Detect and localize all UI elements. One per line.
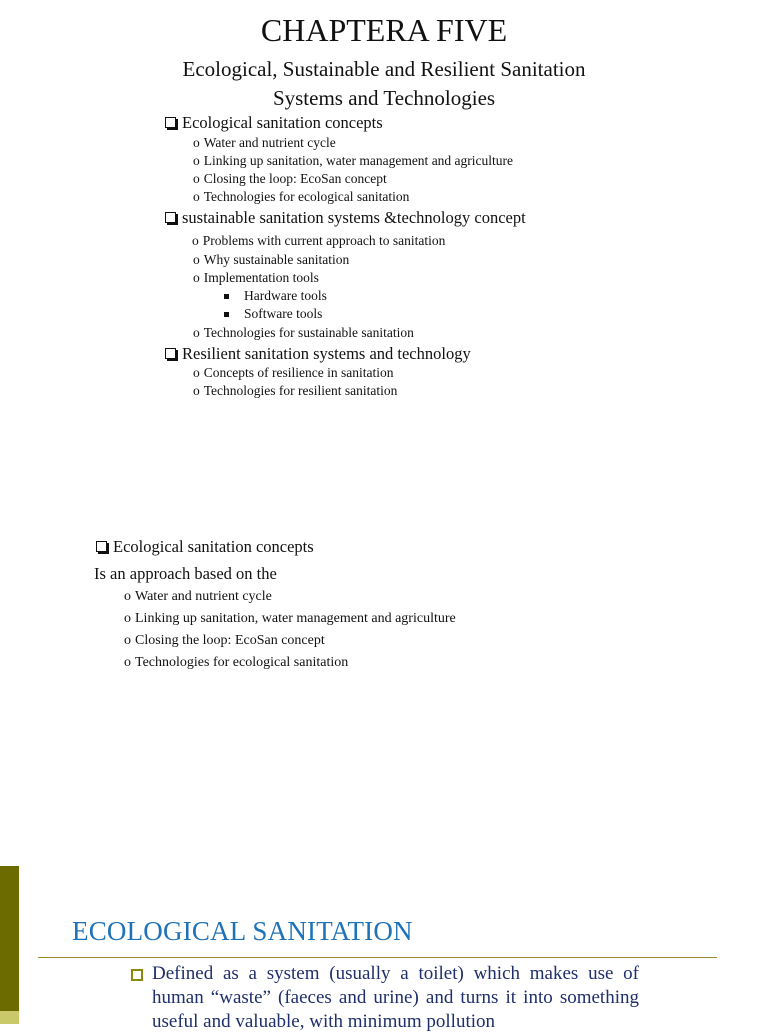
square-bullet-icon [224, 312, 229, 317]
list-item-tool: Software tools [224, 306, 322, 322]
slide-sidebar-accent-light [0, 1011, 19, 1024]
checkbox-bullet-icon [96, 541, 107, 552]
list-item: o Technologies for sustainable sanitation [193, 325, 414, 340]
checkbox-bullet-icon [165, 348, 176, 359]
page-subtitle-line2: Systems and Technologies [272, 86, 496, 110]
lower-section-heading: Ecological sanitation concepts [96, 537, 314, 557]
outline-section-ecological [165, 113, 383, 133]
list-item: o Closing the loop: EcoSan concept [124, 633, 325, 648]
outline-section-resilient [165, 344, 471, 364]
list-item: o Water and nutrient cycle [193, 135, 336, 150]
list-item: o Closing the loop: EcoSan concept [193, 171, 387, 186]
list-item: o Technologies for ecological sanitation [124, 655, 349, 670]
list-item: o Concepts of resilience in sanitation [193, 365, 394, 380]
slide-sidebar-accent [0, 866, 19, 1011]
lower-intro: Is an approach based on the [94, 564, 277, 583]
list-item: o Linking up sanitation, water management and agriculture [124, 611, 456, 626]
section-label: Ecological sanitation concepts [182, 113, 383, 132]
section-label: sustainable sanitation systems &technology concept [182, 208, 526, 227]
list-item: o Implementation tools [193, 270, 319, 285]
definition-text: Defined as a system (usually a toilet) which makes use of human “waste” (faeces and urine) and turns it into something useful and valuable, with minimum pollution [152, 963, 639, 1032]
hollow-square-bullet-icon [131, 969, 143, 981]
list-item: o Water and nutrient cycle [124, 589, 272, 604]
list-item: o Technologies for ecological sanitation [193, 189, 410, 204]
list-item: o Problems with current approach to sanitation [192, 233, 446, 248]
section-label: Resilient sanitation systems and technology [182, 344, 471, 363]
page-title: CHAPTERA FIVE [260, 12, 508, 48]
outline-section-sustainable [165, 208, 526, 228]
slide-heading: ECOLOGICAL SANITATION [72, 916, 413, 946]
list-item: o Technologies for resilient sanitation [193, 383, 398, 398]
list-item-tool: Hardware tools [224, 288, 327, 304]
square-bullet-icon [224, 294, 229, 299]
checkbox-bullet-icon [165, 117, 176, 128]
page-subtitle-line1: Ecological, Sustainable and Resilient Sanitation [182, 57, 586, 81]
list-item: o Why sustainable sanitation [193, 252, 350, 267]
checkbox-bullet-icon [165, 212, 176, 223]
list-item: o Linking up sanitation, water management and agriculture [193, 153, 514, 168]
heading-divider [38, 957, 717, 958]
